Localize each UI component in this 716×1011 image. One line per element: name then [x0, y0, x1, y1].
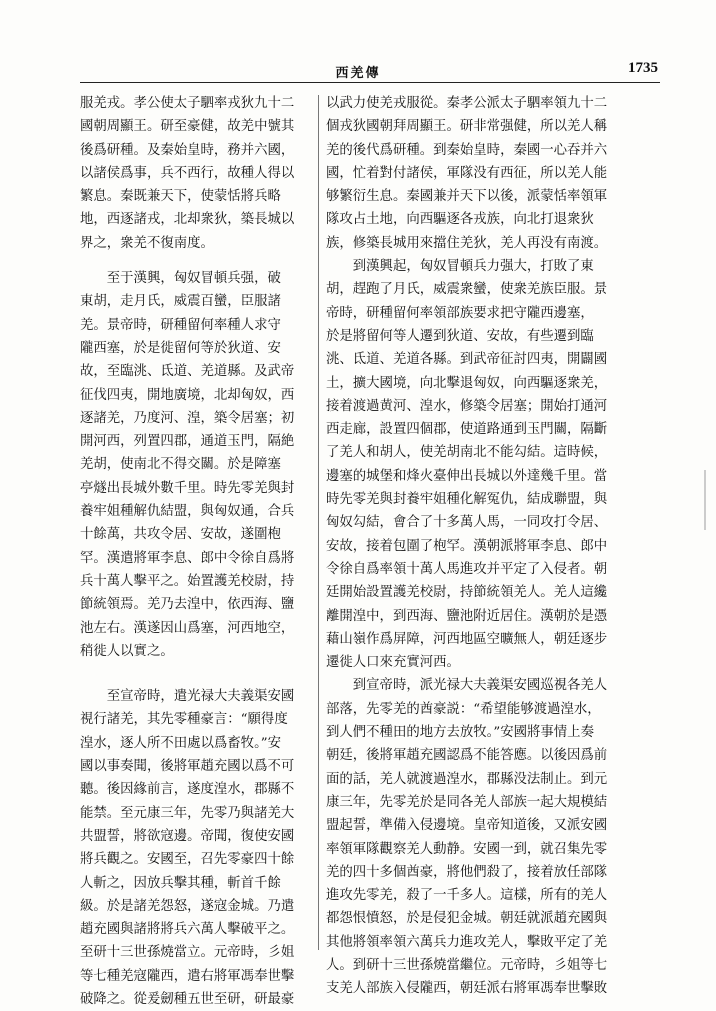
left-paragraph-2: [80, 267, 310, 663]
text-line: 逐諸羌，乃度河、湟，築令居塞；初: [80, 410, 295, 426]
paragraph-gap: [80, 663, 310, 685]
text-line: 國以事奏聞，後將軍趙充國以爲不可: [80, 759, 295, 775]
text-line: 共盟誓，將欲寇邊。帝聞，復使安國: [80, 828, 295, 844]
text-line: 東胡，走月氏，威震百蠻，臣服諸: [80, 294, 281, 310]
text-line: 養牢姐種解仇結盟，與匈奴通，合兵: [80, 504, 295, 520]
text-line: 國，忙着對付諸侯，軍隊没有西征，所以羌人能: [326, 165, 608, 181]
text-line: 池左右。漢遂因山爲塞，河西地空，: [80, 620, 295, 636]
scan-edge-mark: [704, 470, 712, 530]
right-paragraph-2: [326, 255, 660, 674]
text-line: 將兵觀之。安國至，召先零豪四十餘: [80, 852, 295, 868]
text-line: 趙充國與諸將將兵六萬人擊破平之。: [80, 922, 295, 938]
text-line: 到宣帝時，派光禄大夫義渠安國巡視各羌人: [326, 678, 608, 694]
text-line: 國朝周顯王。研至豪健，故羌中號其: [80, 119, 295, 135]
text-line: 接着渡過黄河、湟水，修築令居塞；開始打通河: [326, 398, 608, 414]
text-line: 湟水，逐人所不田處以爲畜牧。”安: [80, 735, 282, 751]
text-line: 繁息。秦既兼天下，使蒙恬將兵略: [80, 189, 281, 205]
text-line: 支羌人部族入侵隴西，朝廷派右將軍馮奉世擊敗: [326, 981, 608, 997]
text-line: 部落，先零羌的酋豪説：“希望能够渡過湟水，: [326, 701, 601, 717]
text-line: 羌胡，使南北不得交關。於是障塞: [80, 457, 281, 473]
text-line: 於是將留何等人遷到狄道、安故，有些遷到臨: [326, 328, 594, 344]
text-line: 級。於是諸羌怨怒，遂寇金城。乃遣: [80, 898, 295, 914]
right-paragraph-1: [326, 92, 660, 255]
text-line: 征伐四夷，開地廣境，北却匈奴，西: [80, 387, 295, 403]
text-line: 界之，衆羌不復南度。: [80, 235, 214, 251]
text-line: 人。到研十三世孫燒當繼位。元帝時，彡姐等七: [326, 957, 608, 973]
text-line: 羌的後代爲研種。到秦始皇時，秦國一心吞并六: [326, 142, 608, 158]
text-line: 故，至臨洮、氐道、羌道縣。及武帝: [80, 364, 295, 380]
text-line: 隊攻占土地，向西驅逐各戎族，向北打退衆狄: [326, 212, 594, 228]
text-line: 後爲研種。及秦始皇時，務并六國，: [80, 142, 295, 158]
text-line: 够繁衍生息。秦國兼并天下以後，派蒙恬率領軍: [326, 189, 608, 205]
text-line: 洮、氐道、羌道各縣。到武帝征討四夷，開闢國: [326, 352, 608, 368]
left-paragraph-3: [80, 685, 310, 1011]
translation-text-column: [326, 92, 660, 1001]
text-line: 康三年，先零羌於是同各羌人部族一起大規模結: [326, 794, 608, 810]
running-header-title: 西羌傳: [335, 66, 381, 81]
text-line: 邊塞的城堡和烽火臺伸出長城以外達幾千里。當: [326, 468, 608, 484]
text-line: 了羌人和胡人，使羌胡南北不能勾結。這時候，: [326, 445, 608, 461]
text-line: 罕。漢遣將軍李息、郎中令徐自爲將: [80, 550, 295, 566]
text-line: 胡，趕跑了月氏，威震衆蠻，使衆羌族臣服。景: [326, 282, 608, 298]
text-line: 帝時，研種留何率領部族要求把守隴西邊塞，: [326, 305, 594, 321]
text-line: 面的話，羌人就渡過湟水，郡縣没法制止。到元: [326, 771, 608, 787]
text-line: 匈奴勾結，會合了十多萬人馬，一同攻打令居、: [326, 515, 608, 531]
right-paragraph-3: [326, 674, 660, 1000]
text-line: 以諸侯爲事，兵不西行，故種人得以: [80, 165, 295, 181]
text-line: 能禁。至元康三年，先零乃與諸羌大: [80, 805, 295, 821]
text-line: 朝廷，後將軍趙充國認爲不能答應。以後因爲前: [326, 748, 608, 764]
text-line: 至研十三世孫燒當立。元帝時，彡姐: [80, 945, 295, 961]
text-line: 盟起誓，準備入侵邊境。皇帝知道後，又派安國: [326, 818, 608, 834]
text-line: 聽。後因緣前言，遂度湟水，郡縣不: [80, 782, 295, 798]
text-line: 都怨恨憤怒，於是侵犯金城。朝廷就派趙充國與: [326, 911, 608, 927]
header-rule: [80, 82, 660, 83]
text-line: 西走廊，設置四個郡，使道路通到玉門關，隔斷: [326, 422, 608, 438]
text-line: 離開湟中，到西海、鹽池附近居住。漢朝於是憑: [326, 608, 608, 624]
text-line: 節統領焉。羌乃去湟中，依西海、鹽: [80, 597, 295, 613]
text-line: 開河西，列置四郡，通道玉門，隔絶: [80, 434, 295, 450]
text-line: 進攻先零羌，殺了一千多人。這樣，所有的羌人: [326, 888, 608, 904]
text-line: 到漢興起，匈奴冒頓兵力强大，打敗了東: [326, 259, 594, 275]
text-line: 稍徙人以實之。: [80, 643, 174, 659]
text-line: 到人們不種田的地方去放牧。”安國將事情上奏: [326, 725, 594, 741]
text-line: 廷開始設置護羌校尉，持節統領羌人。羌人這纔: [326, 585, 608, 601]
text-line: 人斬之，因放兵擊其種，斬首千餘: [80, 875, 281, 891]
text-line: 至于漢興，匈奴冒頓兵强，破: [80, 271, 281, 287]
text-line: 令徐自爲率領十萬人馬進攻并平定了入侵者。朝: [326, 561, 608, 577]
classical-text-column: [80, 92, 310, 1011]
text-line: 羌的四十多個酋豪，將他們殺了，接着放任部隊: [326, 864, 608, 880]
paragraph-gap: [80, 255, 310, 267]
text-line: 羌。景帝時，研種留何率種人求守: [80, 317, 281, 333]
text-line: 遷徙人口來充實河西。: [326, 655, 460, 671]
text-line: 兵十萬人擊平之。始置護羌校尉，持: [80, 573, 295, 589]
left-paragraph-1: [80, 92, 310, 255]
text-line: 地，西逐諸戎，北却衆狄，築長城以: [80, 212, 295, 228]
text-line: 亭燧出長城外數千里。時先零羌與封: [80, 480, 295, 496]
text-line: 族，修築長城用來擋住羌狄，羌人再没有南渡。: [326, 235, 608, 251]
text-line: 等七種羌寇隴西，遣右將軍馮奉世擊: [80, 968, 295, 984]
text-line: 藉山嶺作爲屏障，河西地區空曠無人，朝廷逐步: [326, 631, 608, 647]
text-line: 以武力使羌戎服從。秦孝公派太子駟率領九十二: [326, 96, 608, 111]
text-line: 至宣帝時，遣光禄大夫義渠安國: [80, 689, 295, 705]
text-line: 率領軍隊觀察羌人動静。安國一到，就召集先零: [326, 841, 608, 857]
text-line: 服羌戎。孝公使太子駟率戎狄九十二: [80, 96, 295, 111]
text-line: 土，擴大國境，向北擊退匈奴，向西驅逐衆羌，: [326, 375, 608, 391]
text-line: 破降之。從爰劒種五世至研，研最豪: [80, 991, 295, 1007]
text-line: 時先零羌與封養牢姐種化解冤仇，結成聯盟，與: [326, 492, 608, 508]
text-line: 隴西塞，於是徙留何等於狄道、安: [80, 340, 281, 356]
text-line: 個戎狄國朝拜周顯王。研非常强健，所以羌人稱: [326, 119, 608, 135]
text-line: 十餘萬，共攻令居、安故，遂圍枹: [80, 527, 281, 543]
text-line: 其他將領率領六萬兵力進攻羌人，擊敗平定了羌: [326, 934, 608, 950]
column-divider: [318, 95, 319, 950]
text-line: 視行諸羌，其先零種豪言：“願得度: [80, 712, 288, 728]
page-number: 1735: [628, 60, 658, 76]
text-line: 安故，接着包圍了枹罕。漢朝派將軍李息、郎中: [326, 538, 608, 554]
